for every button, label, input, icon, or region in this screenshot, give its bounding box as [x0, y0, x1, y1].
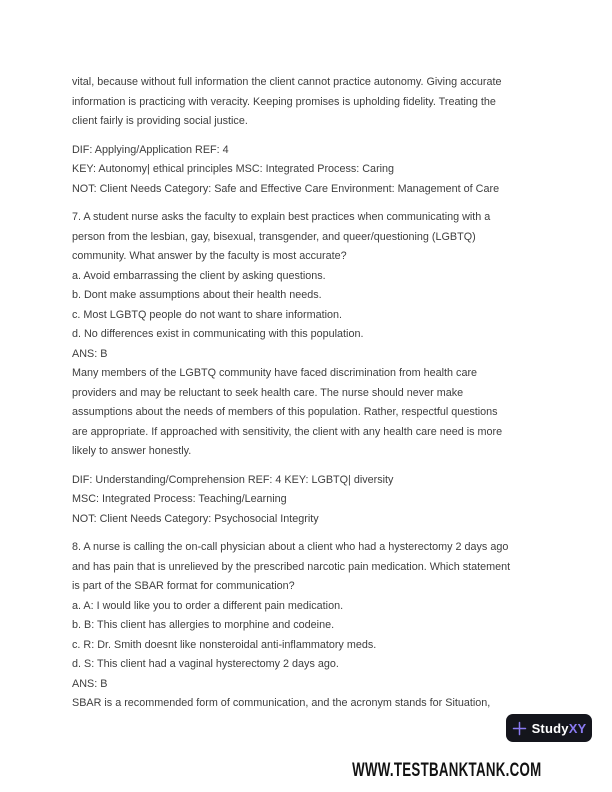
document-content: [72, 73, 544, 723]
text-line: assumptions about the needs of members of this population. Rather, respectful questions: [72, 406, 498, 418]
text-line: ANS: B: [72, 677, 108, 690]
meta-line: MSC: Integrated Process: Teaching/Learning: [72, 493, 287, 505]
plus-icon: [512, 721, 527, 736]
text-line: 8. A nurse is calling the on-call physician about a client who had a hysterectomy 2 days ago: [72, 541, 509, 553]
text-line: person from the lesbian, gay, bisexual, transgender, and queer/questioning (LGBTQ): [72, 230, 476, 243]
text-line: 7. A student nurse asks the faculty to explain best practices when communicating with a: [72, 211, 491, 223]
text-line: is part of the SBAR format for communication?: [72, 580, 295, 592]
text-line: d. No differences exist in communicating with this population.: [72, 328, 364, 340]
logo-study-text: Study: [531, 720, 569, 736]
text-line: d. S: This client had a vaginal hysterectomy 2 days ago.: [72, 658, 339, 670]
text-line: Many members of the LGBTQ community have faced discrimination from health care: [72, 367, 478, 379]
logo-xy-text: XY: [568, 720, 587, 736]
text-line: b. B: This client has allergies to morphine and codeine.: [72, 619, 335, 631]
meta-line: NOT: Client Needs Category: Safe and Effective Care Environment: Management of Care: [72, 182, 500, 195]
website-url-link[interactable]: WWW.TESTBANKTANK.COM: [351, 760, 541, 781]
text-line: client fairly is providing social justice.: [72, 115, 248, 127]
text-line: b. Dont make assumptions about their health needs.: [72, 289, 322, 301]
text-line: SBAR is a recommended form of communication, and the acronym stands for Situation,: [72, 697, 491, 709]
meta-line: NOT: Client Needs Category: Psychosocial Integrity: [72, 512, 319, 525]
text-line: likely to answer honestly.: [72, 445, 192, 457]
meta-block-question-6: [72, 141, 544, 200]
meta-block-question-7: [72, 471, 544, 530]
meta-line: DIF: Understanding/Comprehension REF: 4 KEY: LGBTQ| diversity: [72, 473, 394, 486]
text-line: a. Avoid embarrassing the client by asking questions.: [72, 269, 326, 282]
text-line: community. What answer by the faculty is most accurate?: [72, 250, 347, 262]
text-line: ANS: B: [72, 347, 108, 360]
text-line: a. A: I would like you to order a different pain medication.: [72, 599, 344, 612]
question-8-block: [72, 538, 544, 714]
text-line: information is practicing with veracity. Keeping promises is upholding fidelity. Treating the: [72, 95, 496, 108]
text-line: providers and may be reluctant to seek health care. The nurse should never make: [72, 386, 464, 399]
question-7-block: [72, 208, 544, 462]
text-line: vital, because without full information the client cannot practice autonomy. Giving accurate: [72, 76, 502, 88]
meta-line: DIF: Applying/Application REF: 4: [72, 143, 229, 156]
meta-line: KEY: Autonomy| ethical principles MSC: Integrated Process: Caring: [72, 163, 395, 175]
logo-wordmark: [532, 722, 587, 735]
text-line: c. Most LGBTQ people do not want to share information.: [72, 308, 343, 321]
text-line: and has pain that is unrelieved by the prescribed narcotic pain medication. Which statement: [72, 560, 511, 573]
intro-paragraph: [72, 73, 544, 132]
studyxy-logo-badge[interactable]: [506, 714, 592, 742]
text-line: are appropriate. If approached with sensitivity, the client with any health care need is more: [72, 425, 503, 438]
text-line: c. R: Dr. Smith doesnt like nonsteroidal anti-inflammatory meds.: [72, 638, 377, 651]
